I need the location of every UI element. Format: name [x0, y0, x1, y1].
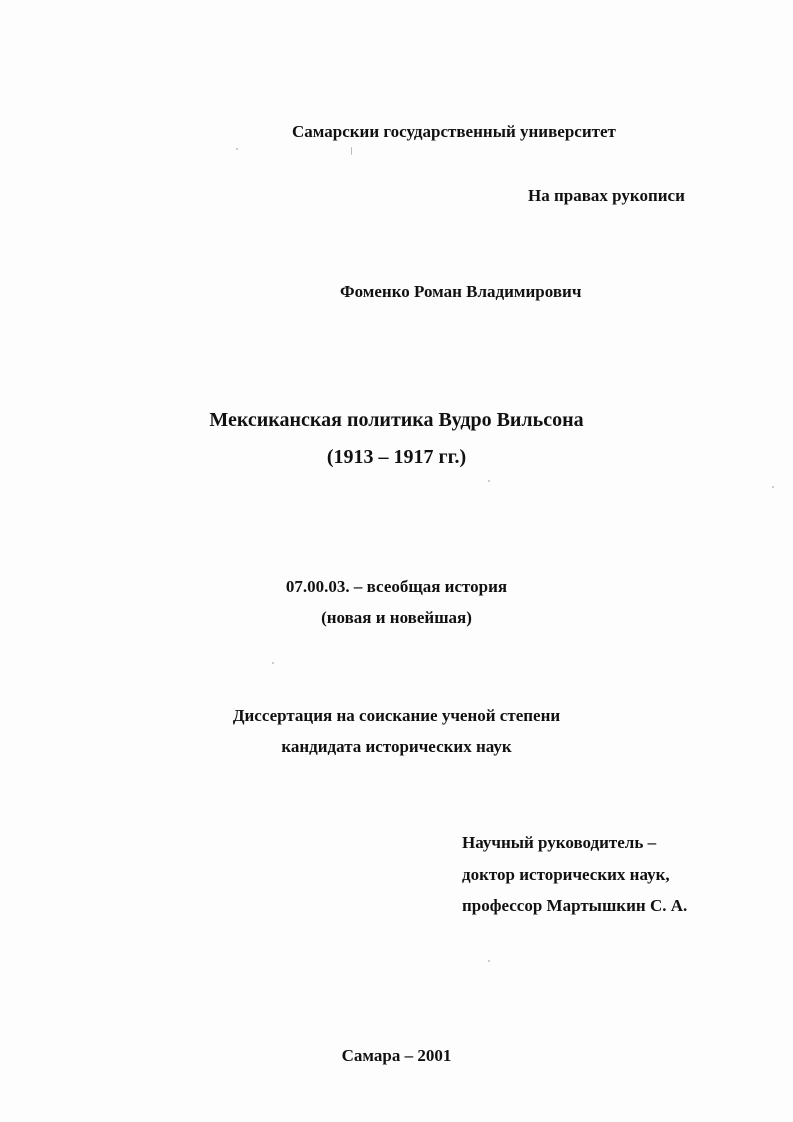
thesis-title-line2: (1913 – 1917 гг.)	[326, 446, 467, 468]
degree-line1: Диссертация на соискание ученой степени	[232, 706, 561, 725]
scan-speck	[236, 148, 238, 150]
scan-speck	[272, 662, 274, 664]
university-name: Самарскии государственный университет	[292, 122, 616, 141]
scan-speck	[488, 960, 490, 962]
specialty-detail: (новая и новейшая)	[321, 608, 472, 627]
supervisor-name: профессор Мартышкин С. А.	[462, 896, 688, 915]
supervisor-degree: доктор исторических наук,	[462, 865, 670, 884]
specialty-code: 07.00.03. – всеобщая история	[285, 577, 508, 596]
degree-line2: кандидата исторических наук	[281, 737, 512, 756]
supervisor-label: Научный руководитель –	[462, 833, 657, 852]
thesis-title-line1: Мексиканская политика Вудро Вильсона	[209, 409, 584, 431]
manuscript-rights-note: На правах рукописи	[528, 186, 685, 205]
scan-speck	[488, 480, 490, 482]
author-name: Фоменко Роман Владимирович	[340, 282, 582, 301]
place-and-year: Самара – 2001	[341, 1046, 452, 1065]
scan-speck	[772, 486, 774, 488]
scan-speck	[351, 147, 352, 155]
